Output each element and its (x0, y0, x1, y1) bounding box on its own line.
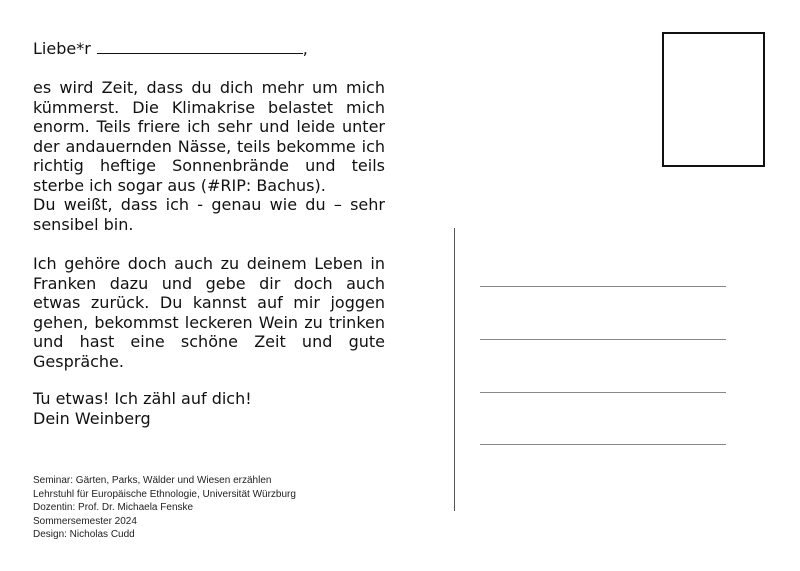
address-line-3 (480, 392, 726, 393)
address-line-1 (480, 286, 726, 287)
salutation (33, 38, 308, 60)
credits (33, 474, 296, 542)
address-line-4 (480, 444, 726, 445)
paragraph-1-sentence-2: Du weißt, dass ich - genau wie du – sehr sensibel bin. (33, 195, 385, 234)
address-line-2 (480, 339, 726, 340)
salutation-prefix: Liebe*r (33, 39, 91, 58)
credit-lecturer: Dozentin: Prof. Dr. Michaela Fenske (33, 502, 194, 513)
credit-semester: Sommersemester 2024 (33, 515, 137, 527)
stamp-box (662, 32, 765, 167)
salutation-comma: , (302, 39, 308, 58)
recipient-name-blank (97, 39, 303, 54)
vertical-divider (454, 228, 455, 511)
credit-seminar: Seminar: Gärten, Parks, Wälder und Wiesen erzählen (33, 475, 272, 486)
credit-design: Design: Nicholas Cudd (33, 529, 135, 540)
paragraph-1-sentence-1: es wird Zeit, dass du dich mehr um mich kümmerst. Die Klimakrise belastet mich enorm. Teils friere ich sehr und leide unter der andauernden Nässe, teils bekomme ich richtig heftige Sonnenbrände und teils sterbe ich sogar aus (#RIP: Bachus). (33, 78, 385, 195)
credit-chair: Lehrstuhl für Europäische Ethnologie, Universität Würzburg (33, 488, 296, 500)
closing-signature: Dein Weinberg (33, 408, 151, 428)
message-body (33, 78, 385, 428)
paragraph-2: Ich gehöre doch auch zu deinem Leben in Franken dazu und gebe dir doch auch etwas zurück. Du kannst auf mir joggen gehen, bekommst leckeren Wein zu trinken und hast eine schöne Zeit und gute Gespräche. (33, 254, 385, 371)
closing-line-1: Tu etwas! Ich zähl auf dich! (33, 389, 252, 408)
